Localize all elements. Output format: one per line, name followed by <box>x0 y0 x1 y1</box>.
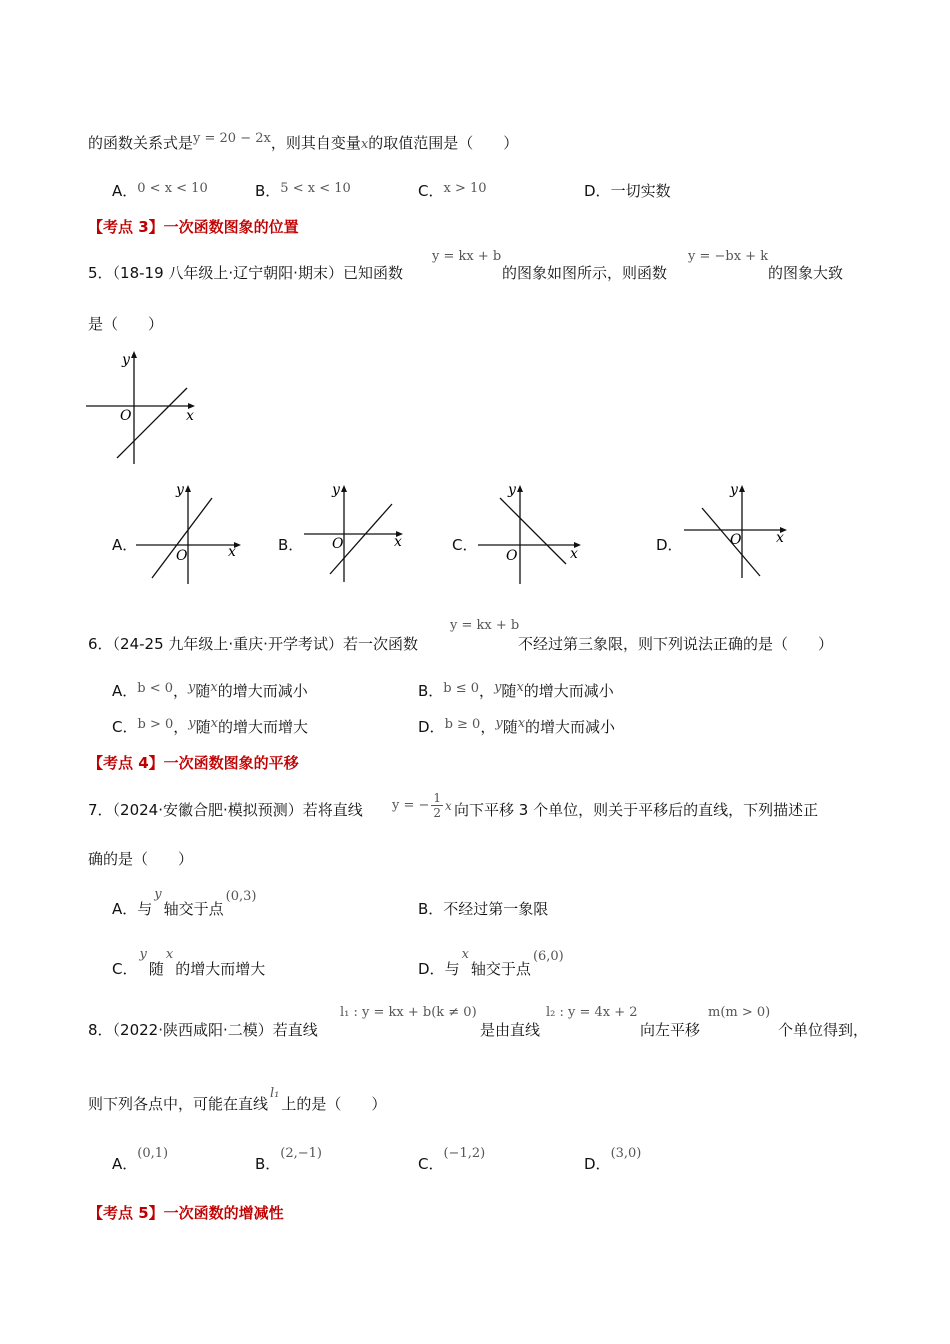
axis-label-x: x <box>394 534 402 550</box>
q6-option-d[interactable]: D．b ≥ 0，y随x的增大而减小 <box>418 716 616 736</box>
q7-option-c[interactable]: C．y随x的增大而增大 <box>112 947 266 978</box>
graph-line <box>152 498 212 578</box>
axis-label-y: y <box>730 482 738 498</box>
q6-stem-suffix: 不经过第三象限，则下列说法正确的是（ ） <box>518 635 834 653</box>
q8-stem-mid: 是由直线 <box>480 1021 541 1039</box>
section-heading-3: 【考点 3】一次函数图象的位置 <box>88 218 299 236</box>
section-heading-4: 【考点 4】一次函数图象的平移 <box>88 754 299 772</box>
q6-option-a[interactable]: A．b < 0，y随x的增大而减小 <box>112 680 308 700</box>
q7-option-a[interactable]: A．与y轴交于点(0,3) <box>112 887 257 918</box>
q5-option-b-label[interactable]: B． <box>278 536 304 554</box>
axis-label-y: y <box>508 482 516 498</box>
origin-label: O <box>506 548 518 564</box>
q7-fraction: $\frac{1}{2}$ <box>433 791 442 820</box>
q7-option-d[interactable]: D．与x轴交于点(6,0) <box>418 947 564 978</box>
y-axis-arrow <box>517 485 523 492</box>
axis-label-x: x <box>186 408 194 424</box>
y-axis-arrow <box>341 485 347 492</box>
q8-stem: 8．（2022·陕西咸阳·二模）若直线 <box>88 1021 318 1039</box>
q4-formula: y = 20 − 2x <box>193 131 271 146</box>
q5-stem-line2: 是（ ） <box>88 315 164 333</box>
q8-line-l2: l₂ : y = 4x + 2 <box>546 1005 638 1020</box>
y-axis-arrow <box>131 351 137 358</box>
q5-option-d-label[interactable]: D． <box>656 536 683 554</box>
q8-option-a[interactable]: A．(0,1) <box>112 1146 169 1173</box>
q6-option-c[interactable]: C．b > 0，y随x的增大而增大 <box>112 716 308 736</box>
q4-option-b[interactable]: B．5 < x < 10 <box>255 181 351 200</box>
q4-option-c[interactable]: C．x > 10 <box>418 181 487 200</box>
y-axis-arrow <box>739 485 745 492</box>
q8-option-b[interactable]: B．(2,−1) <box>255 1146 323 1173</box>
q8-stem-suffix: 个单位得到， <box>778 1021 869 1039</box>
q8-stem-line2: 则下列各点中，可能在直线l₁上的是（ ） <box>88 1086 387 1113</box>
axis-label-y: y <box>332 482 340 498</box>
y-axis-arrow <box>185 485 191 492</box>
q4-option-a[interactable]: A．0 < x < 10 <box>112 181 208 200</box>
q4-stem: 的函数关系式是y = 20 − 2x，则其自变量x的取值范围是（ ） <box>88 131 519 152</box>
q6-option-b[interactable]: B．b ≤ 0，y随x的增大而减小 <box>418 680 614 700</box>
q5-formula-1: y = kx + b <box>432 249 502 264</box>
origin-label: O <box>730 532 742 548</box>
q5-stem-suffix: 的图象大致 <box>768 264 844 282</box>
q5-option-a-label[interactable]: A． <box>112 536 138 554</box>
q5-option-a-graph[interactable] <box>134 478 250 588</box>
section-heading-5: 【考点 5】一次函数的增减性 <box>88 1204 284 1222</box>
q7-formula: y = − $\frac{1}{2}$ x <box>392 791 452 820</box>
q7-stem-suffix: 向下平移 3 个单位，则关于平移后的直线，下列描述正 <box>454 801 819 819</box>
q4-option-d[interactable]: D．一切实数 <box>584 182 671 200</box>
q6-formula: y = kx + b <box>450 618 520 633</box>
origin-label: O <box>176 548 188 564</box>
q5-formula-2: y = −bx + k <box>688 249 769 264</box>
q8-m: m(m > 0) <box>708 1005 771 1020</box>
q8-option-d[interactable]: D．(3,0) <box>584 1146 642 1173</box>
axis-label-y: y <box>122 352 130 368</box>
axis-label-y: y <box>176 482 184 498</box>
q5-option-b-graph[interactable] <box>298 478 414 588</box>
q7-option-b[interactable]: B．不经过第一象限 <box>418 900 549 918</box>
axis-label-x: x <box>776 530 784 546</box>
q8-line-l1: l₁ : y = kx + b(k ≠ 0) <box>340 1005 477 1020</box>
q7-stem-line2: 确的是（ ） <box>88 850 194 868</box>
q5-stem-mid: 的图象如图所示，则函数 <box>502 264 668 282</box>
q6-stem: 6．（24-25 九年级上·重庆·开学考试）若一次函数 <box>88 635 418 653</box>
origin-label: O <box>120 408 132 424</box>
q8-stem-mid2: 向左平移 <box>640 1021 701 1039</box>
q5-option-c-graph[interactable] <box>474 478 590 588</box>
q8-option-c[interactable]: C．(−1,2) <box>418 1146 486 1173</box>
origin-label: O <box>332 536 344 552</box>
axis-label-x: x <box>570 546 578 562</box>
q5-stem: 5．（18-19 八年级上·辽宁朝阳·期末）已知函数 <box>88 264 403 282</box>
q5-given-graph <box>84 348 204 466</box>
axis-label-x: x <box>228 544 236 560</box>
q5-option-d-graph[interactable] <box>680 478 796 582</box>
q5-option-c-label[interactable]: C． <box>452 536 478 554</box>
q7-stem: 7．（2024·安徽合肥·模拟预测）若将直线 <box>88 801 363 819</box>
